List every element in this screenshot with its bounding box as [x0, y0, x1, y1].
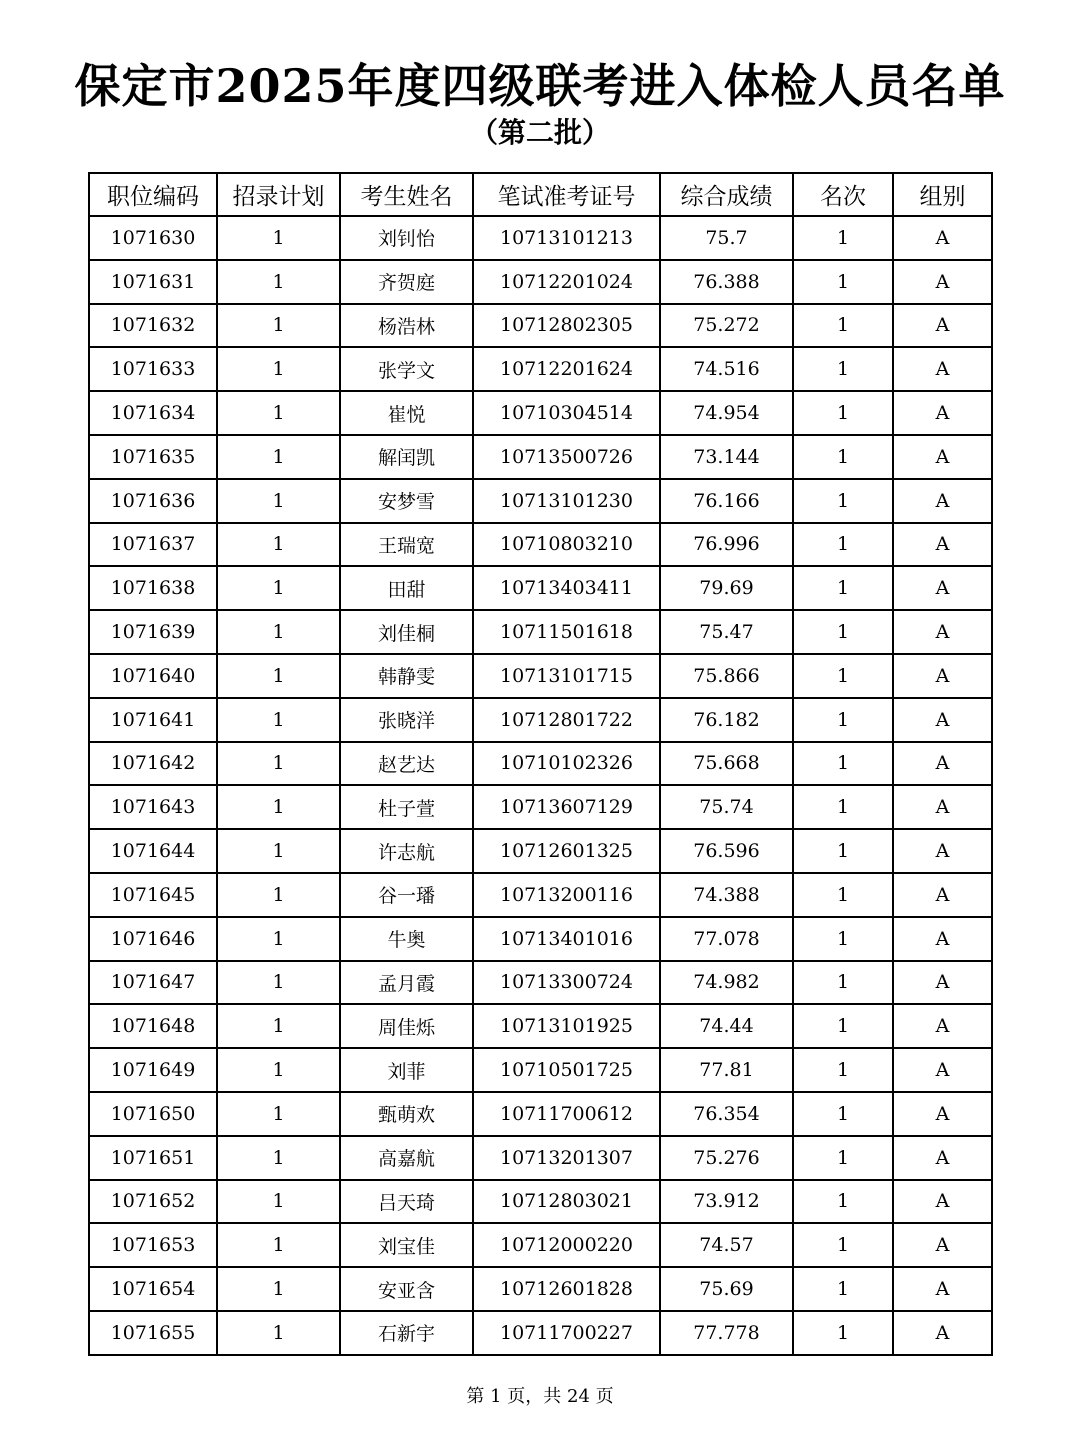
- cell-group: A: [893, 391, 992, 435]
- cell-exam-ticket-number: 10712802305: [473, 304, 660, 348]
- cell-recruit-plan: 1: [217, 1048, 340, 1092]
- cell-group: A: [893, 523, 992, 567]
- cell-recruit-plan: 1: [217, 1092, 340, 1136]
- table-row: [89, 1311, 992, 1355]
- cell-group: A: [893, 216, 992, 260]
- cell-exam-ticket-number: 10710304514: [473, 391, 660, 435]
- cell-position-code: 1071640: [89, 654, 217, 698]
- table-row: [89, 961, 992, 1005]
- cell-candidate-name: 石新宇: [340, 1311, 473, 1355]
- cell-position-code: 1071646: [89, 917, 217, 961]
- cell-recruit-plan: 1: [217, 1267, 340, 1311]
- cell-recruit-plan: 1: [217, 961, 340, 1005]
- cell-recruit-plan: 1: [217, 1223, 340, 1267]
- cell-overall-score: 76.388: [660, 260, 793, 304]
- cell-position-code: 1071648: [89, 1004, 217, 1048]
- cell-recruit-plan: 1: [217, 698, 340, 742]
- cell-group: A: [893, 1311, 992, 1355]
- cell-position-code: 1071642: [89, 742, 217, 786]
- cell-rank: 1: [793, 1136, 893, 1180]
- cell-rank: 1: [793, 391, 893, 435]
- cell-overall-score: 75.668: [660, 742, 793, 786]
- cell-rank: 1: [793, 961, 893, 1005]
- table-row: [89, 1136, 992, 1180]
- cell-candidate-name: 刘菲: [340, 1048, 473, 1092]
- cell-group: A: [893, 917, 992, 961]
- cell-rank: 1: [793, 698, 893, 742]
- cell-overall-score: 75.866: [660, 654, 793, 698]
- cell-rank: 1: [793, 435, 893, 479]
- cell-overall-score: 75.74: [660, 785, 793, 829]
- table-row: [89, 260, 992, 304]
- cell-candidate-name: 刘佳桐: [340, 610, 473, 654]
- table-row: [89, 654, 992, 698]
- table-body: [89, 216, 992, 1355]
- cell-rank: 1: [793, 1004, 893, 1048]
- cell-overall-score: 74.57: [660, 1223, 793, 1267]
- cell-candidate-name: 田甜: [340, 566, 473, 610]
- table-row: [89, 304, 992, 348]
- cell-overall-score: 79.69: [660, 566, 793, 610]
- cell-recruit-plan: 1: [217, 304, 340, 348]
- cell-rank: 1: [793, 260, 893, 304]
- table-row: [89, 742, 992, 786]
- cell-position-code: 1071630: [89, 216, 217, 260]
- cell-overall-score: 74.388: [660, 873, 793, 917]
- cell-overall-score: 75.47: [660, 610, 793, 654]
- cell-candidate-name: 吕天琦: [340, 1180, 473, 1224]
- cell-position-code: 1071655: [89, 1311, 217, 1355]
- cell-exam-ticket-number: 10713300724: [473, 961, 660, 1005]
- cell-exam-ticket-number: 10712803021: [473, 1180, 660, 1224]
- cell-group: A: [893, 1004, 992, 1048]
- cell-candidate-name: 王瑞宽: [340, 523, 473, 567]
- cell-group: A: [893, 698, 992, 742]
- cell-rank: 1: [793, 873, 893, 917]
- cell-group: A: [893, 1223, 992, 1267]
- cell-candidate-name: 安亚含: [340, 1267, 473, 1311]
- cell-exam-ticket-number: 10710501725: [473, 1048, 660, 1092]
- cell-rank: 1: [793, 479, 893, 523]
- cell-overall-score: 75.276: [660, 1136, 793, 1180]
- table-row: [89, 523, 992, 567]
- cell-position-code: 1071638: [89, 566, 217, 610]
- cell-overall-score: 74.954: [660, 391, 793, 435]
- cell-group: A: [893, 304, 992, 348]
- column-header-group: 组别: [893, 173, 992, 216]
- cell-exam-ticket-number: 10713401016: [473, 917, 660, 961]
- cell-recruit-plan: 1: [217, 435, 340, 479]
- cell-recruit-plan: 1: [217, 785, 340, 829]
- cell-exam-ticket-number: 10713101230: [473, 479, 660, 523]
- cell-rank: 1: [793, 1223, 893, 1267]
- cell-position-code: 1071636: [89, 479, 217, 523]
- cell-candidate-name: 孟月霞: [340, 961, 473, 1005]
- cell-candidate-name: 刘钊怡: [340, 216, 473, 260]
- cell-candidate-name: 周佳烁: [340, 1004, 473, 1048]
- cell-candidate-name: 谷一璠: [340, 873, 473, 917]
- cell-exam-ticket-number: 10712801722: [473, 698, 660, 742]
- cell-overall-score: 77.778: [660, 1311, 793, 1355]
- cell-exam-ticket-number: 10712601828: [473, 1267, 660, 1311]
- cell-recruit-plan: 1: [217, 260, 340, 304]
- cell-position-code: 1071647: [89, 961, 217, 1005]
- cell-position-code: 1071654: [89, 1267, 217, 1311]
- cell-candidate-name: 许志航: [340, 829, 473, 873]
- table-row: [89, 873, 992, 917]
- cell-candidate-name: 齐贺庭: [340, 260, 473, 304]
- table-row: [89, 829, 992, 873]
- cell-position-code: 1071639: [89, 610, 217, 654]
- cell-rank: 1: [793, 566, 893, 610]
- cell-rank: 1: [793, 347, 893, 391]
- cell-candidate-name: 解闰凯: [340, 435, 473, 479]
- cell-candidate-name: 刘宝佳: [340, 1223, 473, 1267]
- cell-recruit-plan: 1: [217, 610, 340, 654]
- table-row: [89, 1223, 992, 1267]
- cell-rank: 1: [793, 523, 893, 567]
- table-row: [89, 610, 992, 654]
- table-row: [89, 1267, 992, 1311]
- cell-rank: 1: [793, 1267, 893, 1311]
- page-footer: 第 1 页，共 24 页: [466, 1386, 614, 1407]
- cell-group: A: [893, 742, 992, 786]
- table-row: [89, 785, 992, 829]
- cell-recruit-plan: 1: [217, 347, 340, 391]
- exam-results-table: [88, 172, 993, 1356]
- cell-exam-ticket-number: 10713201307: [473, 1136, 660, 1180]
- column-header-candidate-name: 考生姓名: [340, 173, 473, 216]
- cell-overall-score: 74.44: [660, 1004, 793, 1048]
- table-row: [89, 391, 992, 435]
- cell-position-code: 1071651: [89, 1136, 217, 1180]
- cell-exam-ticket-number: 10713101925: [473, 1004, 660, 1048]
- cell-rank: 1: [793, 1048, 893, 1092]
- cell-overall-score: 75.7: [660, 216, 793, 260]
- cell-rank: 1: [793, 829, 893, 873]
- column-header-exam-ticket-number: 笔试准考证号: [473, 173, 660, 216]
- cell-exam-ticket-number: 10713403411: [473, 566, 660, 610]
- cell-group: A: [893, 1180, 992, 1224]
- cell-recruit-plan: 1: [217, 1180, 340, 1224]
- cell-position-code: 1071641: [89, 698, 217, 742]
- table-row: [89, 216, 992, 260]
- cell-exam-ticket-number: 10713200116: [473, 873, 660, 917]
- cell-group: A: [893, 785, 992, 829]
- cell-position-code: 1071644: [89, 829, 217, 873]
- table-row: [89, 435, 992, 479]
- table-row: [89, 347, 992, 391]
- cell-recruit-plan: 1: [217, 523, 340, 567]
- document-title: 保定市2025年度四级联考进入体检人员名单: [74, 59, 1006, 113]
- cell-overall-score: 77.078: [660, 917, 793, 961]
- cell-group: A: [893, 260, 992, 304]
- cell-exam-ticket-number: 10712601325: [473, 829, 660, 873]
- cell-rank: 1: [793, 304, 893, 348]
- cell-position-code: 1071653: [89, 1223, 217, 1267]
- cell-position-code: 1071637: [89, 523, 217, 567]
- cell-group: A: [893, 479, 992, 523]
- cell-group: A: [893, 1267, 992, 1311]
- cell-position-code: 1071643: [89, 785, 217, 829]
- column-header-recruit-plan: 招录计划: [217, 173, 340, 216]
- cell-overall-score: 76.166: [660, 479, 793, 523]
- cell-group: A: [893, 829, 992, 873]
- cell-exam-ticket-number: 10712201024: [473, 260, 660, 304]
- cell-group: A: [893, 873, 992, 917]
- document-subtitle: （第二批）: [469, 116, 610, 149]
- cell-rank: 1: [793, 1180, 893, 1224]
- cell-rank: 1: [793, 216, 893, 260]
- cell-recruit-plan: 1: [217, 216, 340, 260]
- cell-exam-ticket-number: 10711501618: [473, 610, 660, 654]
- cell-group: A: [893, 1048, 992, 1092]
- cell-recruit-plan: 1: [217, 1136, 340, 1180]
- cell-exam-ticket-number: 10710803210: [473, 523, 660, 567]
- cell-rank: 1: [793, 1311, 893, 1355]
- cell-position-code: 1071632: [89, 304, 217, 348]
- cell-overall-score: 77.81: [660, 1048, 793, 1092]
- cell-position-code: 1071633: [89, 347, 217, 391]
- cell-candidate-name: 高嘉航: [340, 1136, 473, 1180]
- cell-overall-score: 75.69: [660, 1267, 793, 1311]
- table-row: [89, 1092, 992, 1136]
- cell-candidate-name: 赵艺达: [340, 742, 473, 786]
- cell-position-code: 1071631: [89, 260, 217, 304]
- cell-position-code: 1071652: [89, 1180, 217, 1224]
- cell-exam-ticket-number: 10711700227: [473, 1311, 660, 1355]
- cell-group: A: [893, 610, 992, 654]
- cell-overall-score: 74.516: [660, 347, 793, 391]
- table-row: [89, 479, 992, 523]
- cell-candidate-name: 崔悦: [340, 391, 473, 435]
- table-row: [89, 698, 992, 742]
- cell-rank: 1: [793, 917, 893, 961]
- column-header-position-code: 职位编码: [89, 173, 217, 216]
- cell-position-code: 1071650: [89, 1092, 217, 1136]
- cell-overall-score: 74.982: [660, 961, 793, 1005]
- cell-candidate-name: 杜子萱: [340, 785, 473, 829]
- cell-group: A: [893, 961, 992, 1005]
- cell-candidate-name: 韩静雯: [340, 654, 473, 698]
- cell-group: A: [893, 1136, 992, 1180]
- cell-recruit-plan: 1: [217, 479, 340, 523]
- column-header-rank: 名次: [793, 173, 893, 216]
- cell-exam-ticket-number: 10712201624: [473, 347, 660, 391]
- cell-overall-score: 73.144: [660, 435, 793, 479]
- cell-overall-score: 76.996: [660, 523, 793, 567]
- cell-candidate-name: 牛奥: [340, 917, 473, 961]
- cell-overall-score: 76.182: [660, 698, 793, 742]
- cell-rank: 1: [793, 785, 893, 829]
- table-row: [89, 1004, 992, 1048]
- cell-exam-ticket-number: 10713500726: [473, 435, 660, 479]
- cell-exam-ticket-number: 10710102326: [473, 742, 660, 786]
- cell-position-code: 1071634: [89, 391, 217, 435]
- cell-exam-ticket-number: 10713101715: [473, 654, 660, 698]
- cell-rank: 1: [793, 1092, 893, 1136]
- cell-recruit-plan: 1: [217, 742, 340, 786]
- cell-overall-score: 76.596: [660, 829, 793, 873]
- table-row: [89, 1048, 992, 1092]
- cell-overall-score: 73.912: [660, 1180, 793, 1224]
- cell-recruit-plan: 1: [217, 566, 340, 610]
- table-header-row: [89, 173, 992, 216]
- cell-exam-ticket-number: 10711700612: [473, 1092, 660, 1136]
- cell-overall-score: 75.272: [660, 304, 793, 348]
- cell-group: A: [893, 1092, 992, 1136]
- table-row: [89, 917, 992, 961]
- cell-group: A: [893, 435, 992, 479]
- cell-recruit-plan: 1: [217, 1004, 340, 1048]
- table-row: [89, 1180, 992, 1224]
- cell-recruit-plan: 1: [217, 917, 340, 961]
- cell-position-code: 1071645: [89, 873, 217, 917]
- cell-group: A: [893, 654, 992, 698]
- cell-rank: 1: [793, 610, 893, 654]
- table-row: [89, 566, 992, 610]
- cell-candidate-name: 张学文: [340, 347, 473, 391]
- cell-position-code: 1071635: [89, 435, 217, 479]
- cell-candidate-name: 杨浩林: [340, 304, 473, 348]
- cell-recruit-plan: 1: [217, 391, 340, 435]
- cell-rank: 1: [793, 742, 893, 786]
- cell-position-code: 1071649: [89, 1048, 217, 1092]
- cell-recruit-plan: 1: [217, 654, 340, 698]
- cell-candidate-name: 张晓洋: [340, 698, 473, 742]
- cell-candidate-name: 甄萌欢: [340, 1092, 473, 1136]
- cell-recruit-plan: 1: [217, 1311, 340, 1355]
- cell-exam-ticket-number: 10713101213: [473, 216, 660, 260]
- cell-recruit-plan: 1: [217, 829, 340, 873]
- cell-overall-score: 76.354: [660, 1092, 793, 1136]
- cell-exam-ticket-number: 10713607129: [473, 785, 660, 829]
- cell-recruit-plan: 1: [217, 873, 340, 917]
- cell-group: A: [893, 566, 992, 610]
- cell-group: A: [893, 347, 992, 391]
- cell-candidate-name: 安梦雪: [340, 479, 473, 523]
- column-header-overall-score: 综合成绩: [660, 173, 793, 216]
- cell-rank: 1: [793, 654, 893, 698]
- cell-exam-ticket-number: 10712000220: [473, 1223, 660, 1267]
